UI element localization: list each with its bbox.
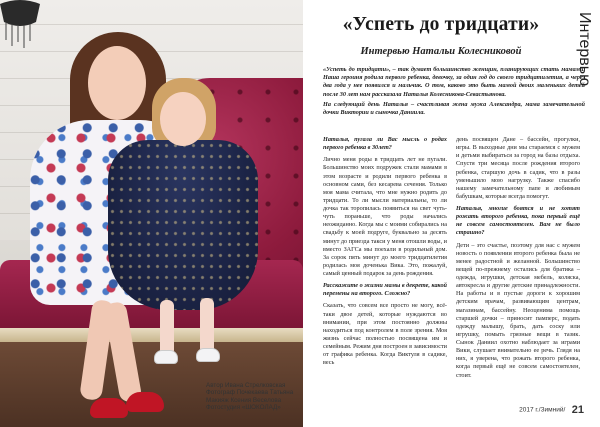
issue-label: 2017 г./Зимний/ <box>519 406 566 414</box>
credit-line: Автор Ивана Стрелковская <box>206 382 286 389</box>
answer-paragraph: Дети – это счастье, поэтому для нас с мужем новость о появлении второго ребенка была не менее радостной и желанной. Большинство вещей по-прежнему остались для братика – одежда, игрушки, детская мебель, коляска, автокресла и другие детские принадлежности. На работы и в пустые дороги к хорошим детским врачам, развивающим центрам, магазинам, бассейну. Неоценима помощь старшей дочки – приносит памперс, подать одежду малышу, брать, дать соску или игрушку, помыть грязные вещи в тазик. Сынок Даниил охотно наблюдает за играми Вики, слушает внимательно ее речь. Глядя на них, я уверена, что рожать второго ребенка, когда первый ещё не совсем самостоятелен, стоит. <box>456 241 580 379</box>
chandelier-icon <box>0 0 50 54</box>
lead-paragraph: На следующий день Наталья – счастливая жена мужа Александра, мама замечательной дочки Виктории и сыночка Даниила. <box>323 100 585 116</box>
page-footer <box>519 401 584 419</box>
daughter-face <box>160 92 206 146</box>
credit-line: Фотограф Почекаева Татьяна <box>206 389 294 397</box>
answer-paragraph: Лично меня роды в тридцать лет не пугали. Большинство моих подружек стали мамами в этом возрасте и родили первого ребенка в основном сами, без кесарева сечения. Только моя мама считала, что мне нужно родить до тридцати. То ли мысли материальны, то ли дочка так торопилась появиться на свет чуть-чуть пораньше, что роды начались неожиданно. Когда мы с моими собирались на свадьбу к моей подруге, буквально за десять минут до приезда такси у меня отошли воды, и вместо ЗАГСа мы поехали в родильный дом. За сорок пять минут до моего тридцатилетия родилась моя доченька Вика. Это, пожалуй, самый ценный подарок за день рождения. <box>323 156 447 277</box>
text-column-right <box>456 136 580 384</box>
sofa-frame <box>0 328 303 342</box>
question-paragraph: Расскажите о жизни мамы в декрете, какой перемены на второго. Сложно? <box>323 282 447 298</box>
credit-line: Фотостудия «ШОКОЛАД» <box>206 404 281 412</box>
answer-paragraph: день посвящен Дане – бассейн, прогулки, игры. В выходные дни мы стараемся с мужем и детьми выбираться за город на базы отдыха. Спустя три месяца после рождения второго ребенка, старшую дочь в садик, что в разы уменьшило мою нагрузку. Также спасибо нашему замечательному папе и любимым бабушкам, которые всегда помогут. <box>456 136 580 200</box>
question-paragraph: Наталья, многие боятся и не хотят рожать второго ребенка, пока первый ещё не совсем самостоятелен. Вам не было страшно? <box>456 205 580 237</box>
text-column-left <box>323 136 447 371</box>
daughter-leg <box>200 298 214 354</box>
credit-line: Макияж Ксения Веселова <box>206 396 282 404</box>
mother-face <box>88 46 146 120</box>
page-number: 21 <box>571 403 584 416</box>
daughter-leg <box>160 300 174 356</box>
article-subtitle: Интервью Натальи Колесниковой <box>360 46 522 57</box>
white-shoe <box>154 350 178 364</box>
section-label-text: Интервью <box>576 12 593 87</box>
article-lead <box>323 66 585 119</box>
red-shoe <box>126 392 164 412</box>
daughter-dress-sparkle <box>108 140 258 310</box>
red-shoe <box>90 398 128 418</box>
article-title: «Успеть до тридцати» <box>342 14 540 35</box>
question-paragraph: Наталья, пугала ли Вас мысль о родах первого ребенка в 30лет? <box>323 136 447 152</box>
photo-credits <box>206 382 296 412</box>
white-shoe <box>196 348 220 362</box>
lead-paragraph: «Успеть до тридцати», – так думает большинство женщин, планирующих стать мамами. Наша героиня родила первого ребенка, девочку, за один год до своего тридцатилетия, а через два года у нее появился и мальчик. О том, каково это быть мамой двоих маленьких детей после 30 лет нам рассказала Наталья Колесникова-Севастьянова. <box>323 66 585 98</box>
answer-paragraph: Сказать, что совсем все просто не могу, всё-таки двое детей, которые нуждаются во внимании, при этом постоянно должны находиться под контролем в поле зрения. Моя жизнь сейчас полностью посвящена им и семейным. Режим дня построен в зависимости от графика ребенка. Когда Виктуля в садике, весь <box>323 302 447 367</box>
article <box>309 0 600 427</box>
